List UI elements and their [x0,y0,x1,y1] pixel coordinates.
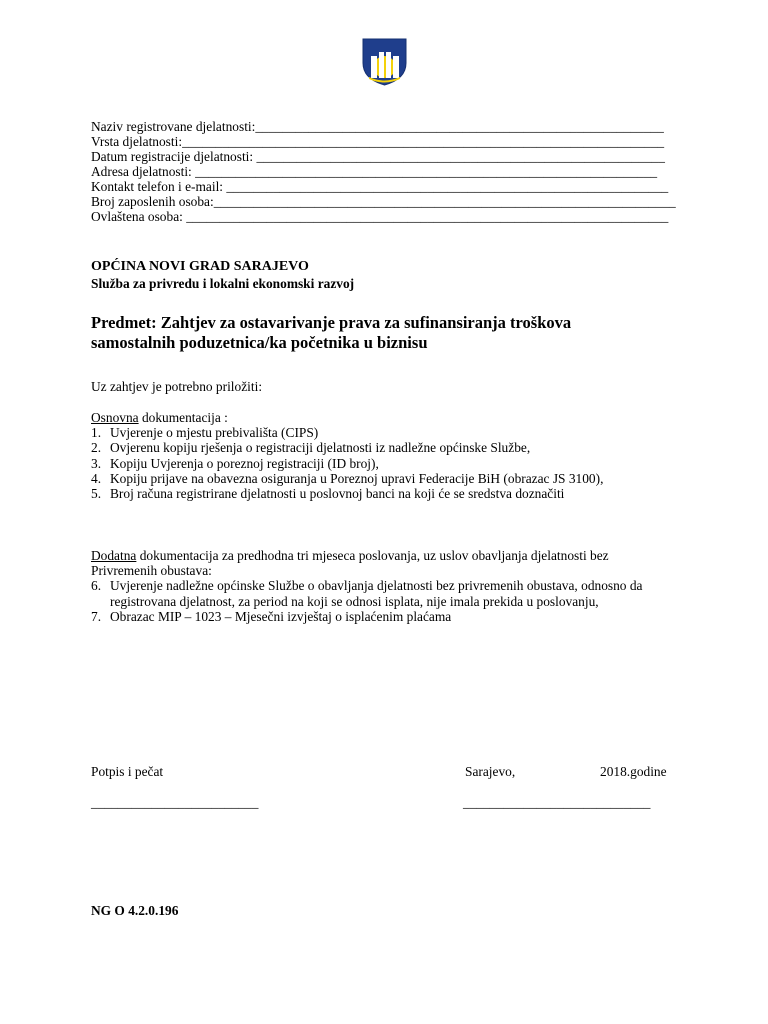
field-business-type[interactable] [91,134,664,149]
date-blank-line[interactable]: ____________________________ [463,795,651,810]
list-number: 6. [91,578,102,593]
list-text: Ovjerenu kopiju rješenja o registraciji djelatnosti iz nadležne općinske Službe, [110,440,531,455]
list-text: Obrazac MIP – 1023 – Mjesečni izvještaj o isplaćenim plaćama [110,609,452,624]
field-blank-line[interactable]: ________________________________________________________________________ [182,134,665,149]
field-employees[interactable] [91,194,676,209]
list-text: Kopiju prijave na obavezna osiguranja u Poreznoj upravi Federacije BiH (obrazac JS 3100), [110,471,604,486]
field-label: Datum registracije djelatnosti: [91,149,257,164]
field-authorized-person[interactable] [91,209,668,224]
basic-docs-heading [91,410,228,425]
subject-line-1: Predmet: Zahtjev za ostavarivanje prava za sufinansiranja troškova [91,313,572,332]
field-contact[interactable] [91,179,668,194]
field-blank-line[interactable]: __________________________________________________________________ [226,179,669,194]
additional-docs-heading-line-2: Privremenih obustava: [91,563,212,578]
year-label: 2018.godine [600,764,667,779]
list-item [91,578,643,593]
additional-docs-heading [91,548,609,563]
subject-line-2: samostalnih poduzetnica/ka početnika u biznisu [91,333,428,352]
field-blank-line[interactable]: _____________________________________________________________________ [195,164,658,179]
list-item [91,440,530,455]
list-item-continuation: registrovana djelatnost, za period na koji se odnosi isplata, nije imala prekida u poslovanju, [110,594,599,609]
field-label: Adresa djelatnosti: [91,164,196,179]
list-item [91,425,318,440]
recipient-org: OPĆINA NOVI GRAD SARAJEVO [91,259,309,274]
field-blank-line[interactable]: ________________________________________________________________________ [186,209,669,224]
list-text: Uvjerenje nadležne općinske Službe o obavljanja djelatnosti bez privremenih obustava, odnosno da [110,578,643,593]
basic-docs-heading-rest: dokumentacija : [138,410,228,425]
signature-blank-line[interactable]: _________________________ [91,795,259,810]
list-number: 3. [91,456,102,471]
intro-text: Uz zahtjev je potrebno priložiti: [91,379,263,394]
recipient-service: Služba za privredu i lokalni ekonomski razvoj [91,276,355,291]
field-business-address[interactable] [91,164,657,179]
field-label: Ovlaštena osoba: [91,209,187,224]
signature-label: Potpis i pečat [91,764,164,779]
document-code: NG O 4.2.0.196 [91,903,179,918]
field-blank-line[interactable]: _____________________________________________________________________ [213,194,676,209]
field-label: Broj zaposlenih osoba: [91,194,214,209]
list-item [91,486,564,501]
list-item [91,609,451,624]
list-text: Broj računa registrirane djelatnosti u poslovnoj banci na koji će se sredstva doznačiti [110,486,565,501]
list-number: 5. [91,486,102,501]
list-text: Uvjerenje o mjestu prebivališta (CIPS) [110,425,319,440]
list-number: 2. [91,440,102,455]
field-business-name[interactable] [91,119,664,134]
basic-docs-heading-underlined: Osnovna [91,410,139,425]
field-blank-line[interactable]: _____________________________________________________________ [256,149,665,164]
field-label: Kontakt telefon i e-mail: [91,179,227,194]
additional-docs-heading-rest: dokumentacija za predhodna tri mjeseca poslovanja, uz uslov obavljanja djelatnosti bez [136,548,609,563]
list-item [91,471,603,486]
place-label: Sarajevo, [465,764,516,779]
field-label: Naziv registrovane djelatnosti: [91,119,256,134]
list-number: 4. [91,471,102,486]
field-registration-date[interactable] [91,149,665,164]
list-text: Kopiju Uvjerenja o poreznoj registraciji (ID broj), [110,456,379,471]
field-blank-line[interactable]: _____________________________________________________________ [255,119,664,134]
list-number: 1. [91,425,102,440]
list-item [91,456,379,471]
field-label: Vrsta djelatnosti: [91,134,183,149]
list-number: 7. [91,609,102,624]
additional-docs-heading-underlined: Dodatna [91,548,137,563]
coat-of-arms-icon [361,37,408,87]
